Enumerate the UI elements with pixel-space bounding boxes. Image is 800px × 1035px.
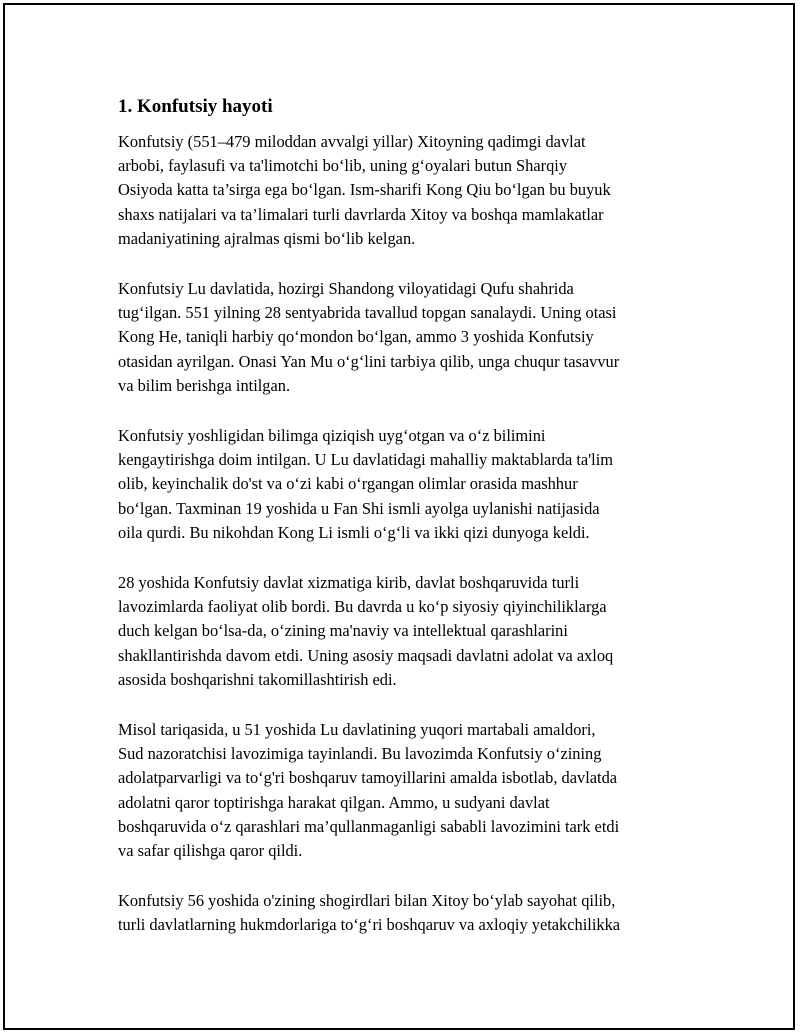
text-line: oila qurdi. Bu nikohdan Kong Li ismli o‘g‘li va ikki qizi dunyoga keldi. — [118, 522, 590, 542]
text-line: Sud nazoratchisi lavozimiga tayinlandi. Bu lavozimda Konfutsiy o‘zining — [118, 744, 602, 764]
text-line: turli davlatlarning hukmdorlariga to‘g‘ri boshqaruv va axloqiy yetakchilikka — [118, 915, 621, 935]
section-heading: 1. Konfutsiy hayoti — [118, 96, 273, 117]
text-line: duch kelgan bo‘lsa-da, o‘zining ma'naviy va intellektual qarashlarini — [118, 621, 568, 641]
text-line: Konfutsiy Lu davlatida, hozirgi Shandong viloyatidagi Qufu shahrida — [118, 279, 574, 299]
text-line: madaniyatining ajralmas qismi bo‘lib kelgan. — [118, 228, 416, 248]
text-line: adolatni qaror toptirishga harakat qilgan. Ammo, u sudyani davlat — [118, 792, 550, 812]
text-line: tug‘ilgan. 551 yilning 28 sentyabrida tavallud topgan sanalaydi. Uning otasi — [118, 303, 617, 323]
text-line: Konfutsiy (551–479 miloddan avvalgi yillar) Xitoyning qadimgi davlat — [118, 132, 586, 151]
text-line: arbobi, faylasufi va ta'limotchi bo‘lib, uning g‘oyalari butun Sharqiy — [118, 156, 568, 176]
paragraph-4 — [118, 571, 688, 692]
text-line: lavozimlarda faoliyat olib bordi. Bu davrda u ko‘p siyosiy qiyinchiliklarga — [118, 597, 607, 617]
paragraph-1 — [118, 130, 688, 251]
text-line: otasidan ayrilgan. Onasi Yan Mu o‘g‘lini tarbiya qilib, unga chuqur tasavvur — [118, 351, 620, 371]
text-line: bo‘lgan. Taxminan 19 yoshida u Fan Shi ismli ayolga uylanishi natijasida — [118, 498, 600, 518]
text-line: olib, keyinchalik do'st va o‘zi kabi o‘rgangan olimlar orasida mashhur — [118, 474, 578, 494]
text-line: Misol tariqasida, u 51 yoshida Lu davlatining yuqori martabali amaldori, — [118, 720, 596, 740]
paragraph-2 — [118, 277, 688, 398]
paragraph-3 — [118, 424, 688, 545]
text-line: va safar qilishga qaror qildi. — [118, 841, 303, 861]
text-line: Konfutsiy yoshligidan bilimga qiziqish uyg‘otgan va o‘z bilimini — [118, 426, 546, 446]
text-line: Konfutsiy 56 yoshida o'zining shogirdlari bilan Xitoy bo‘ylab sayohat qilib, — [118, 891, 616, 911]
paragraph-6 — [118, 889, 688, 937]
text-line: adolatparvarligi va to‘g'ri boshqaruv tamoyillarini amalda isbotlab, davlatda — [118, 768, 618, 788]
text-line: Kong He, taniqli harbiy qo‘mondon bo‘lgan, ammo 3 yoshida Konfutsiy — [118, 327, 594, 347]
text-line: boshqaruvida o‘z qarashlari ma’qullanmaganligi sababli lavozimini tark etdi — [118, 816, 620, 836]
text-line: va bilim berishga intilgan. — [118, 375, 291, 395]
text-line: 28 yoshida Konfutsiy davlat xizmatiga kirib, davlat boshqaruvida turli — [118, 573, 580, 593]
text-line: shakllantirishda davom etdi. Uning asosiy maqsadi davlatni adolat va axloq — [118, 645, 614, 665]
text-line: Osiyoda katta ta’sirga ega bo‘lgan. Ism-sharifi Kong Qiu bo‘lgan bu buyuk — [118, 180, 611, 200]
paragraph-5 — [118, 718, 688, 863]
text-line: asosida boshqarishni takomillashtirish edi. — [118, 669, 397, 689]
text-line: kengaytirishga doim intilgan. U Lu davlatidagi mahalliy maktablarda ta'lim — [118, 450, 614, 470]
document-body — [118, 92, 688, 964]
text-line: shaxs natijalari va ta’limalari turli davrlarda Xitoy va boshqa mamlakatlar — [118, 204, 604, 224]
